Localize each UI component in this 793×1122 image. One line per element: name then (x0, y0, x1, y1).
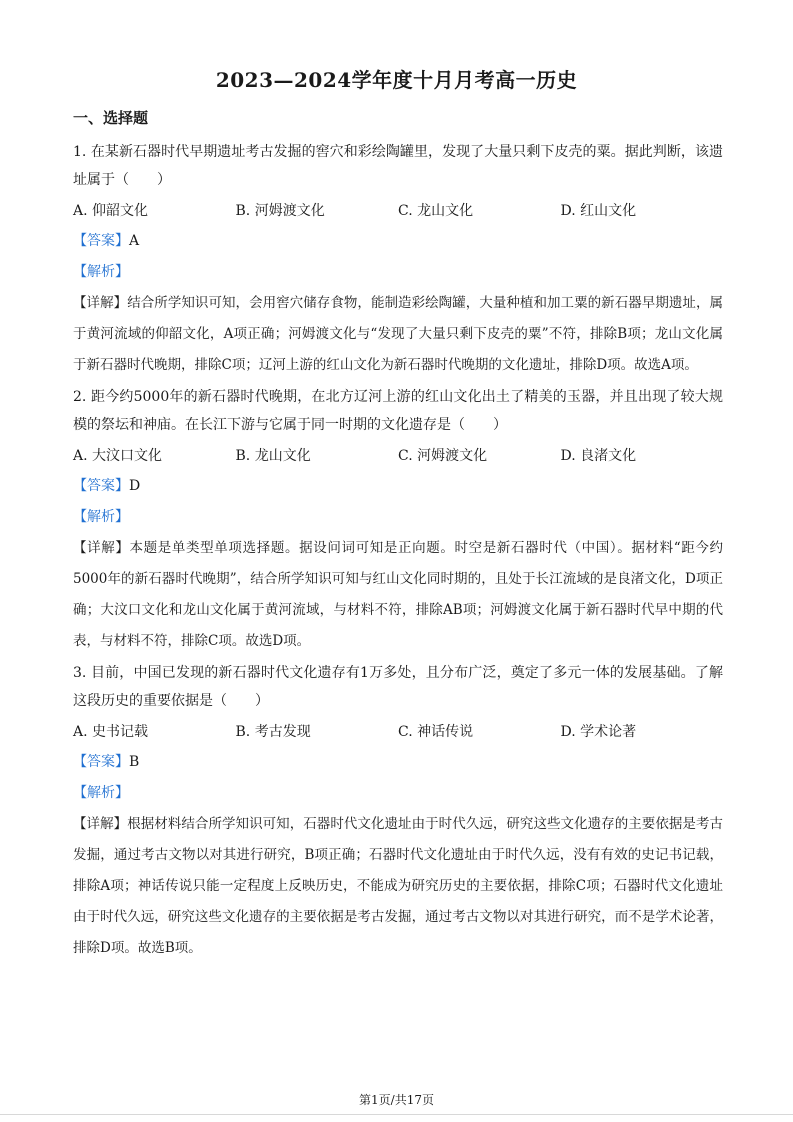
option-a: A. 大汶口文化 (73, 448, 163, 464)
analysis-label: 解析 (87, 509, 115, 525)
answer-value: D (129, 478, 141, 494)
question-block (73, 138, 723, 381)
answer-line: 【答案】D (73, 478, 141, 494)
answer-label: 答案 (87, 478, 115, 494)
explanation: 【详解】根据材料结合所学知识可知，石器时代文化遗址由于时代久远，研究这些文化遗存的主要依据是考古发掘，通过考古文物以对其进行研究，B项正确；石器时代文化遗址由于时代久远，没有有效的史记书记载，排除A项；神话传说只能一定程度上反映历史，不能成为研究历史的主要依据，排除C项；石器时代文化遗址由于时代久远，研究这些文化遗存的主要依据是考古发掘，通过考古文物以对其进行研究，而不是学术论著，排除D项。故选B项。 (73, 816, 724, 956)
answer-label: 答案 (87, 754, 115, 770)
option-a: A. 史书记载 (73, 724, 149, 740)
analysis-line: 【解析】 (73, 264, 129, 280)
answer-line: 【答案】B (73, 754, 140, 770)
option-c: C. 河姆渡文化 (398, 448, 488, 464)
option-b: B. 河姆渡文化 (235, 203, 325, 219)
analysis-line: 【解析】 (73, 509, 129, 525)
option-d: D. 良渚文化 (560, 448, 637, 464)
option-row (73, 196, 723, 226)
explanation-text: 本题是单类型单项选择题。据设问词可知是正向题。时空是新石器时代（中国）。据材料“距今约5000年的新石器时代晚期”，结合所学知识可知与红山文化同时期的，且处于长江流域的是良渚文化，D项正确；大汶口文化和龙山文化属于黄河流域，与材料不符，排除AB项；河姆渡文化属于新石器时代早中期的代表，与材料不符，排除C项。故选D项。 (73, 540, 724, 649)
footer-divider (0, 1114, 793, 1115)
option-c: C. 神话传说 (398, 724, 474, 740)
section-heading: 一、选择题 (73, 109, 149, 127)
analysis-line: 【解析】 (73, 785, 129, 801)
analysis-label: 解析 (87, 264, 115, 280)
question-block (73, 383, 723, 657)
option-row (73, 717, 723, 747)
page-title: 2023—2024学年度十月月考高一历史 (215, 68, 578, 92)
explanation-text: 结合所学知识可知，会用窖穴储存食物，能制造彩绘陶罐，大量种植和加工粟的新石器早期遗址，属于黄河流域的仰韶文化，A项正确；河姆渡文化与“发现了大量只剩下皮壳的粟”不符，排除B项；龙山文化属于新石器时代晚期，排除C项；辽河上游的红山文化为新石器时代晚期的文化遗址，排除D项。故选A项。 (73, 295, 724, 373)
page-footer: 第1页/共17页 (359, 1093, 434, 1107)
question-list (73, 138, 723, 966)
option-d: D. 红山文化 (560, 203, 637, 219)
explanation: 【详解】结合所学知识可知，会用窖穴储存食物，能制造彩绘陶罐，大量种植和加工粟的新石器早期遗址，属于黄河流域的仰韶文化，A项正确；河姆渡文化与“发现了大量只剩下皮壳的粟”不符，排除B项；龙山文化属于新石器时代晚期，排除C项；辽河上游的红山文化为新石器时代晚期的文化遗址，排除D项。故选A项。 (73, 295, 724, 373)
answer-line: 【答案】A (73, 233, 140, 249)
option-a: A. 仰韶文化 (73, 203, 149, 219)
analysis-label: 解析 (87, 785, 115, 801)
option-b: B. 龙山文化 (235, 448, 311, 464)
option-c: C. 龙山文化 (398, 203, 474, 219)
option-row (73, 441, 723, 471)
explanation: 【详解】本题是单类型单项选择题。据设问词可知是正向题。时空是新石器时代（中国）。据材料“距今约5000年的新石器时代晚期”，结合所学知识可知与红山文化同时期的，且处于长江流域的是良渚文化，D项正确；大汶口文化和龙山文化属于黄河流域，与材料不符，排除AB项；河姆渡文化属于新石器时代早中期的代表，与材料不符，排除C项。故选D项。 (73, 540, 724, 649)
question-stem: 3. 目前，中国已发现的新石器时代文化遗存有1万多处，且分布广泛，奠定了多元一体的发展基础。了解这段历史的重要依据是（ ） (73, 665, 723, 709)
detail-label: 详解 (86, 295, 114, 311)
question-stem: 2. 距今约5000年的新石器时代晚期，在北方辽河上游的红山文化出土了精美的玉器，并且出现了较大规模的祭坛和神庙。在长江下游与它属于同一时期的文化遗存是（ ） (73, 389, 723, 433)
answer-label: 答案 (87, 233, 115, 249)
answer-value: A (129, 233, 140, 249)
question-stem: 1. 在某新石器时代早期遗址考古发掘的窖穴和彩绘陶罐里，发现了大量只剩下皮壳的粟。据此判断，该遗址属于（ ） (73, 144, 723, 188)
explanation-text: 根据材料结合所学知识可知，石器时代文化遗址由于时代久远，研究这些文化遗存的主要依据是考古发掘，通过考古文物以对其进行研究，B项正确；石器时代文化遗址由于时代久远，没有有效的史记书记载，排除A项；神话传说只能一定程度上反映历史，不能成为研究历史的主要依据，排除C项；石器时代文化遗址由于时代久远，研究这些文化遗存的主要依据是考古发掘，通过考古文物以对其进行研究，而不是学术论著，排除D项。故选B项。 (73, 816, 724, 956)
question-block (73, 659, 723, 964)
detail-label: 详解 (86, 816, 114, 832)
option-b: B. 考古发现 (235, 724, 311, 740)
detail-label: 详解 (87, 540, 116, 556)
option-d: D. 学术论著 (560, 724, 637, 740)
answer-value: B (129, 754, 140, 770)
